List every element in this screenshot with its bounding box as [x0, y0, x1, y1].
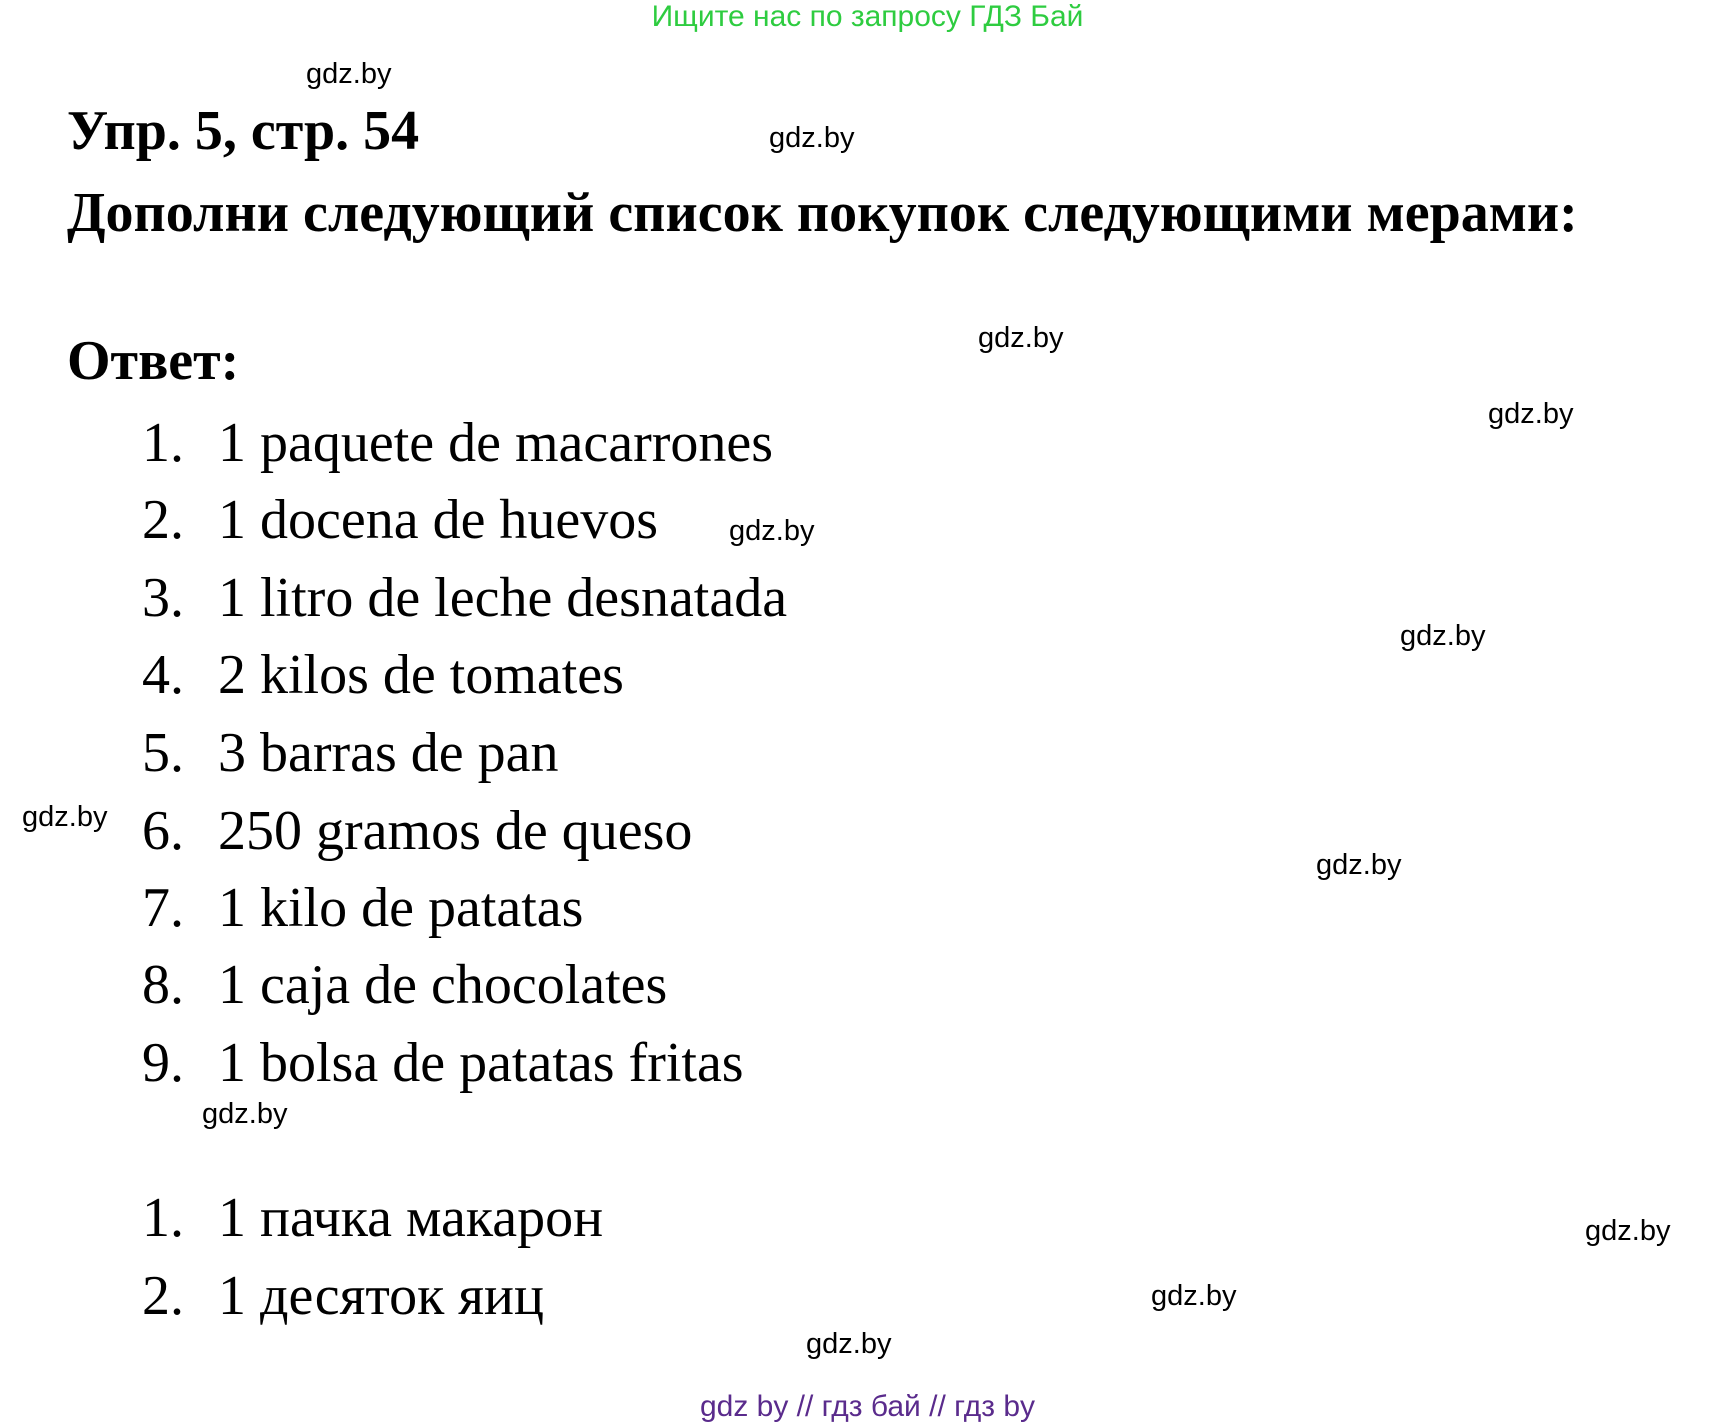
answer-label: Ответ:: [67, 330, 240, 392]
list-item-text: 3 barras de pan: [218, 722, 559, 784]
list-item-number: 2.: [142, 1265, 184, 1327]
list-item-text: 1 litro de leche desnatada: [218, 567, 788, 629]
watermark: gdz.by: [1316, 849, 1402, 881]
task-text: Дополни следующий список покупок следующими мерами:: [67, 182, 1578, 244]
list-item-number: 2.: [142, 489, 184, 551]
list-item-text: 1 десяток яиц: [218, 1265, 544, 1327]
list-item-number: 3.: [142, 567, 184, 629]
list-item-number: 9.: [142, 1032, 184, 1094]
list-item-number: 7.: [142, 877, 184, 939]
list-item-text: 2 kilos de tomates: [218, 644, 624, 706]
list-item-number: 8.: [142, 954, 184, 1016]
watermark: gdz.by: [1400, 620, 1486, 652]
list-item-text: 1 docena de huevos: [218, 489, 659, 551]
page-title: Упр. 5, стр. 54: [67, 100, 420, 162]
watermark: gdz.by: [22, 801, 108, 833]
watermark: gdz.by: [806, 1328, 892, 1360]
list-item-text: 1 пачка макарон: [218, 1187, 604, 1249]
list-item-text: 250 gramos de queso: [218, 800, 693, 862]
watermark: gdz.by: [729, 515, 815, 547]
watermark: gdz.by: [306, 58, 392, 90]
watermark: gdz.by: [1585, 1215, 1671, 1247]
watermark: gdz.by: [202, 1098, 288, 1130]
list-item-number: 5.: [142, 722, 184, 784]
list-item-text: 1 paquete de macarrones: [218, 412, 774, 474]
watermark: gdz.by: [769, 122, 855, 154]
watermark: gdz.by: [1488, 398, 1574, 430]
search-banner: Ищите нас по запросу ГДЗ Бай: [651, 0, 1084, 33]
list-item-text: 1 kilo de patatas: [218, 877, 584, 939]
list-item-text: 1 bolsa de patatas fritas: [218, 1032, 744, 1094]
footer-links: gdz by // гдз бай // гдз by: [699, 1390, 1036, 1423]
list-item-number: 1.: [142, 1187, 184, 1249]
watermark: gdz.by: [978, 322, 1064, 354]
list-item-number: 1.: [142, 412, 184, 474]
list-item-number: 4.: [142, 644, 184, 706]
list-item-number: 6.: [142, 800, 184, 862]
list-item-text: 1 caja de chocolates: [218, 954, 668, 1016]
watermark: gdz.by: [1151, 1280, 1237, 1312]
